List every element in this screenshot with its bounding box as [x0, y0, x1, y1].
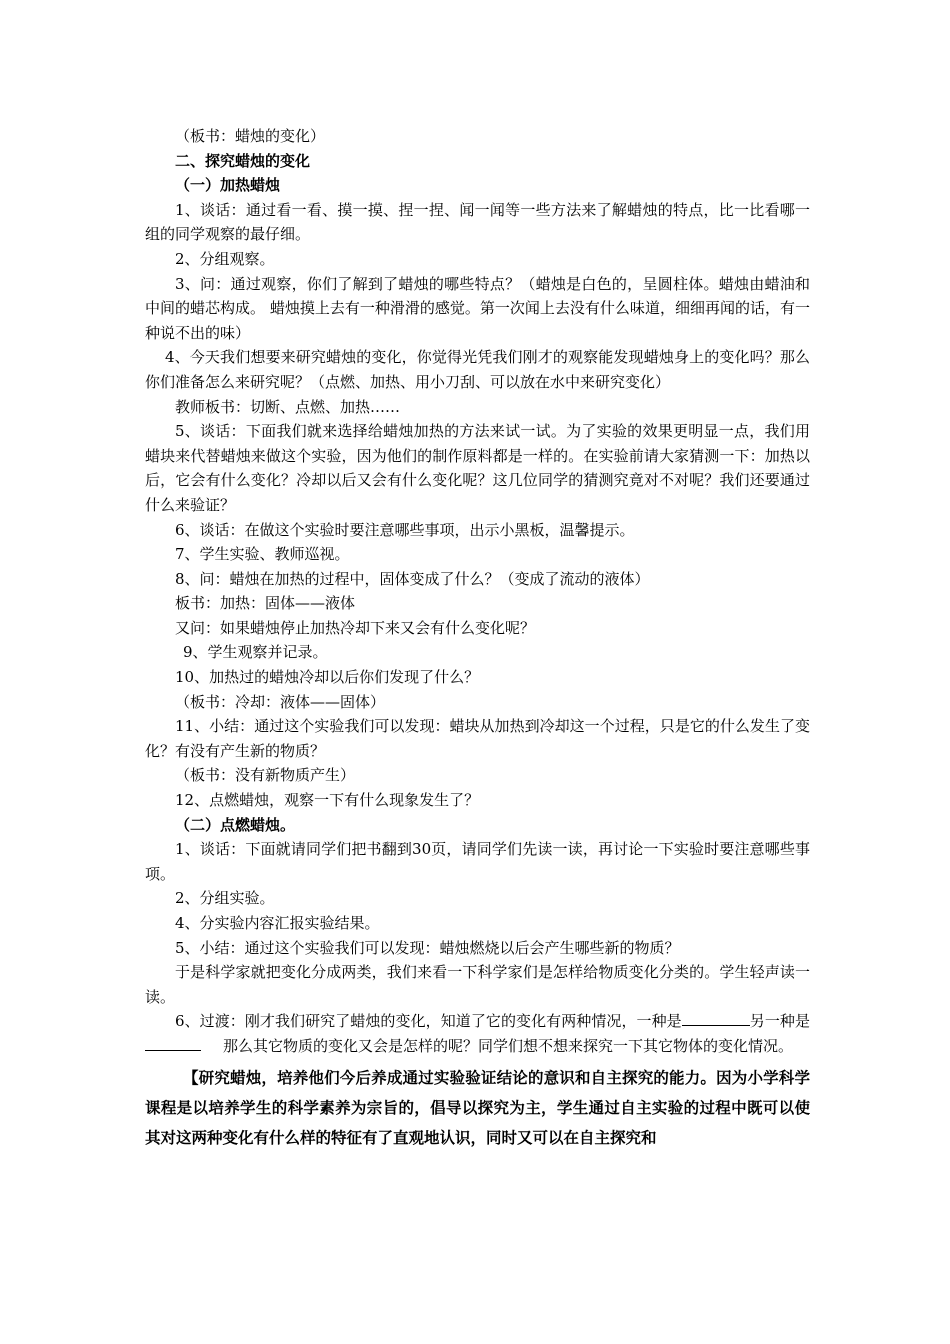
step-10-question: 10、加热过的蜡烛冷却以后你们发现了什么？ — [175, 668, 480, 687]
subsection-heading-heating: （一）加热蜡烛 — [175, 176, 281, 195]
teacher-board-note: 教师板书：切断、点燃、加热…… — [175, 397, 401, 416]
ignite-step-5-summary: 5、小结：通过这个实验我们可以发现：蜡烛燃烧以后会产生哪些新的物质？ — [175, 938, 680, 957]
board-note-cooling: （板书：冷却：液体——固体） — [175, 692, 386, 711]
step-7-experiment: 7、学生实验、教师巡视。 — [175, 545, 350, 564]
subsection-heading-ignite: （二）点燃蜡烛。 — [175, 815, 296, 834]
step-5-talk: 5、谈话：下面我们就来选择给蜡烛加热的方法来试一试。为了实验的效果更明显一点，我们用蜡块来代替蜡烛来做这个实验，因为他们的制作原料都是一样的。在实验前请大家猜测一下：加热以后，它会有什么变化？冷却以后又会有什么变化呢？这几位同学的猜测究竟对不对呢？我们还要通过什么来验证？ — [145, 422, 810, 514]
step-4-research: 4、今天我们想要来研究蜡烛的变化，你觉得光凭我们刚才的观察能发现蜡烛身上的变化吗？那么你们准备怎么来研究呢？（点燃、加热、用小刀刮、可以放在水中来研究变化） — [145, 348, 810, 391]
step-3-question: 3、问：通过观察，你们了解到了蜡烛的哪些特点？（蜡烛是白色的，呈圆柱体。蜡烛由蜡油和中间的蜡芯构成。 蜡烛摸上去有一种滑滑的感觉。第一次闻上去没有什么味道，细细再闻的话，有一种说不出的味） — [145, 274, 810, 342]
board-note-candle-change: （板书：蜡烛的变化） — [175, 127, 326, 145]
document-body — [145, 124, 810, 1153]
transition-text-b: 另一种是 — [749, 1012, 810, 1031]
fill-blank-1 — [682, 1011, 750, 1026]
step-12-ignite: 12、点燃蜡烛，观察一下有什么现象发生了？ — [175, 791, 480, 810]
step-1-talk: 1、谈话：通过看一看、摸一摸、捏一捏、闻一闻等一些方法来了解蜡烛的特点，比一比看哪一组的同学观察的最仔细。 — [145, 200, 810, 244]
summary-paragraph: 【研究蜡烛，培养他们今后养成通过实验验证结论的意识和自主探究的能力。因为小学科学课程是以培养学生的科学素养为宗旨的，倡导以探究为主，学生通过自主实验的过程中既可以使其对这两种变化有什么样的特征有了直观地认识，同时又可以在自主探究和 — [145, 1067, 810, 1147]
step-6-talk: 6、谈话：在做这个实验时要注意哪些事项，出示小黑板，温馨提示。 — [175, 520, 635, 539]
ignite-step-1-talk: 1、谈话：下面就请同学们把书翻到30页，请同学们先读一读，再讨论一下实验时要注意哪些事项。 — [145, 840, 810, 883]
fill-blank-2 — [145, 1036, 201, 1051]
ignite-step-2-experiment: 2、分组实验。 — [175, 889, 275, 908]
classification-paragraph: 于是科学家就把变化分成两类，我们来看一下科学家们是怎样给物质变化分类的。学生轻声读一读。 — [145, 963, 810, 1006]
board-note-no-new-substance: （板书：没有新物质产生） — [175, 766, 356, 785]
ignite-step-4-report: 4、分实验内容汇报实验结果。 — [175, 914, 380, 932]
step-9-record: 9、学生观察并记录。 — [183, 643, 328, 662]
transition-text-a: 6、过渡：刚才我们研究了蜡烛的变化，知道了它的变化有两种情况，一种是 — [175, 1012, 682, 1031]
board-note-heating: 板书：加热：固体——液体 — [175, 594, 356, 613]
transition-text-c: 那么其它物质的变化又会是怎样的呢？同学们想不想来探究一下其它物体的变化情况。 — [223, 1036, 794, 1055]
step-2-group-observe: 2、分组观察。 — [175, 249, 275, 268]
transition-paragraph — [145, 1009, 810, 1058]
follow-up-question: 又问：如果蜡烛停止加热冷却下来又会有什么变化呢？ — [175, 618, 536, 637]
step-8-question: 8、问：蜡烛在加热的过程中，固体变成了什么？（变成了流动的液体） — [175, 569, 650, 588]
section-heading-2: 二、探究蜡烛的变化 — [175, 151, 311, 170]
step-11-summary: 11、小结：通过这个实验我们可以发现：蜡块从加热到冷却这一个过程，只是它的什么发生了变化？有没有产生新的物质？ — [145, 717, 810, 760]
